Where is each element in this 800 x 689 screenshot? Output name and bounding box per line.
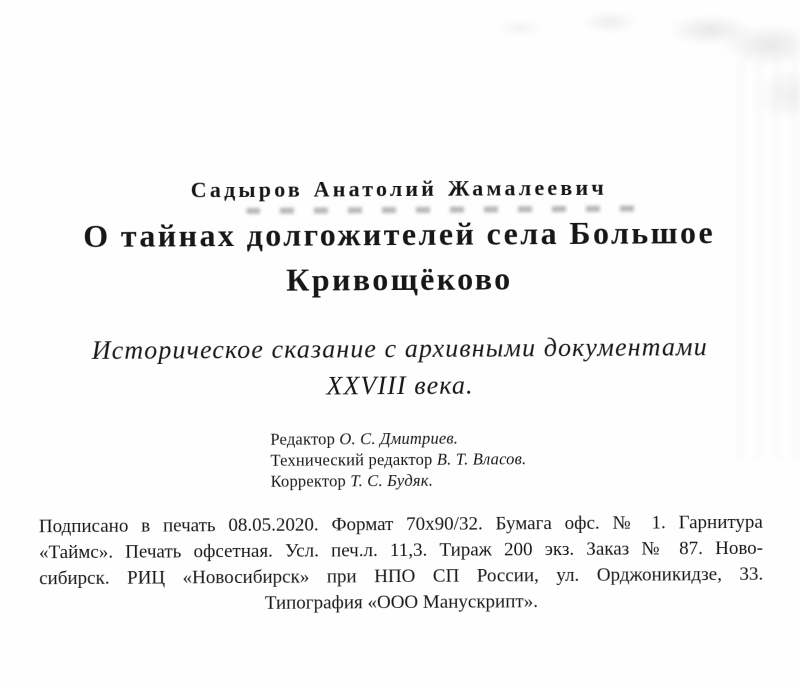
imprint-line-3: сибирск. РИЦ «Новосибирск» при НПО СП России, ул. Орджоникидзе, 33. [39,563,764,590]
imprint-line-1: Подписано в печать 08.05.2020. Формат 70х90/32. Бумага офс. № 1. Гарнитура [38,511,763,538]
subtitle-line-2: XXVIII века. [326,370,474,401]
credit-name: О. С. Дмитриев. [339,428,459,449]
credit-line-technical-editor [270,448,526,471]
imprint-line-4: Типография «ООО Манускрипт». [264,591,538,614]
imprint-block [39,510,764,618]
subtitle [0,328,800,407]
subtitle-line-1: Историческое сказание с архивными документами [91,332,708,365]
credit-line-editor [270,427,526,450]
book-title [0,210,800,305]
title-line-2: Кривощёково [286,260,513,298]
credit-role: Корректор [270,471,351,491]
author-line: Садыров Анатолий Жамалеевич [190,174,607,203]
credit-name: Т. С. Будяк. [350,470,434,491]
credit-line-proofreader [271,469,527,492]
credit-name: В. Т. Власов. [436,449,527,469]
title-line-1: О тайнах долгожителей села Большое [83,214,716,254]
credit-role: Технический редактор [270,449,437,470]
credits-block [270,427,526,492]
imprint-line-2: «Таймс». Печать офсетная. Усл. печ.л. 11,3. Тираж 200 экз. Заказ № 87. Ново- [38,537,764,564]
credit-role: Редактор [270,429,340,449]
